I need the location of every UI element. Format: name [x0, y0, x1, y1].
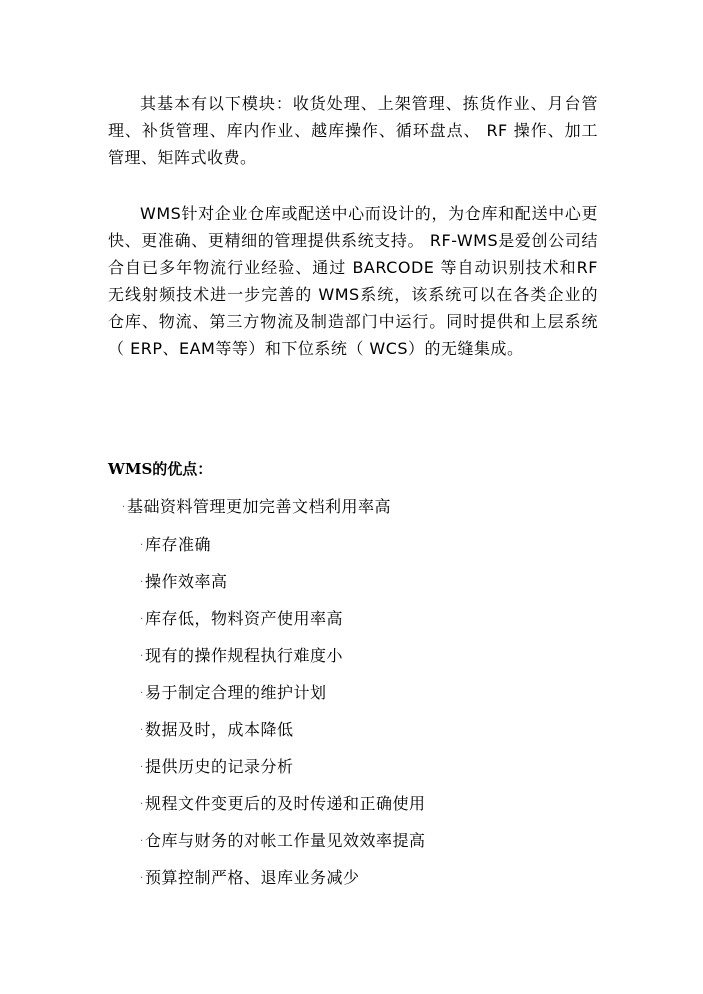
advantages-list [140, 533, 426, 903]
advantage-item-label: 现有的操作规程执行难度小 [145, 646, 344, 665]
modules-paragraph: 其基本有以下模块：收货处理、上架管理、拣货作业、月台管理、补货管理、库内作业、越库操作、循环盘点、 RF 操作、加工管理、矩阵式收费。 [108, 94, 598, 167]
advantage-item [140, 755, 426, 792]
advantage-item-label: 提供历史的记录分析 [145, 757, 294, 776]
advantage-item-first [122, 495, 391, 520]
advantage-item-label: 库存低，物料资产使用率高 [145, 609, 344, 628]
bullet-dot-icon: · [122, 501, 126, 513]
advantage-item [140, 718, 426, 755]
advantage-item-label: 仓库与财务的对帐工作量见效效率提高 [145, 831, 426, 850]
advantage-item [140, 533, 426, 570]
advantage-item-label: 库存准确 [145, 535, 212, 554]
advantage-item [140, 607, 426, 644]
advantage-item-label: 易于制定合理的维护计划 [145, 683, 327, 702]
advantage-item [140, 866, 426, 903]
advantage-item-label: 预算控制严格、退库业务减少 [145, 868, 360, 887]
bullet-dot-icon: · [140, 650, 144, 662]
advantage-item-label: 规程文件变更后的及时传递和正确使用 [145, 794, 426, 813]
bullet-dot-icon: · [140, 835, 144, 847]
bullet-dot-icon: · [140, 576, 144, 588]
bullet-dot-icon: · [140, 798, 144, 810]
bullet-dot-icon: · [140, 872, 144, 884]
advantage-item [140, 681, 426, 718]
advantage-item-label: 操作效率高 [145, 572, 228, 591]
advantage-item [140, 829, 426, 866]
advantage-item [140, 570, 426, 607]
bullet-dot-icon: · [140, 761, 144, 773]
advantage-item [140, 644, 426, 681]
bullet-dot-icon: · [140, 687, 144, 699]
advantage-item-label: 数据及时，成本降低 [145, 720, 294, 739]
bullet-dot-icon: · [140, 724, 144, 736]
wms-description-paragraph: WMS针对企业仓库或配送中心而设计的，为仓库和配送中心更快、更准确、更精细的管理提供系统支持。 RF-WMS是爱创公司结合自已多年物流行业经验、通过 BARCODE 等自动识别技术和RF无线射频技术进一步完善的 WMS系统，该系统可以在各类企业的仓库、物流、第三方物流及制造部门中运行。同时提供和上层系统（ ERP、EAM等等）和下位系统（ WCS）的无缝集成。 [108, 204, 598, 358]
bullet-dot-icon: · [140, 613, 144, 625]
bullet-dot-icon: · [140, 539, 144, 551]
advantage-item-label: 基础资料管理更加完善文档利用率高 [127, 497, 392, 516]
advantage-item [140, 792, 426, 829]
advantages-heading: WMS的优点： [108, 460, 213, 478]
